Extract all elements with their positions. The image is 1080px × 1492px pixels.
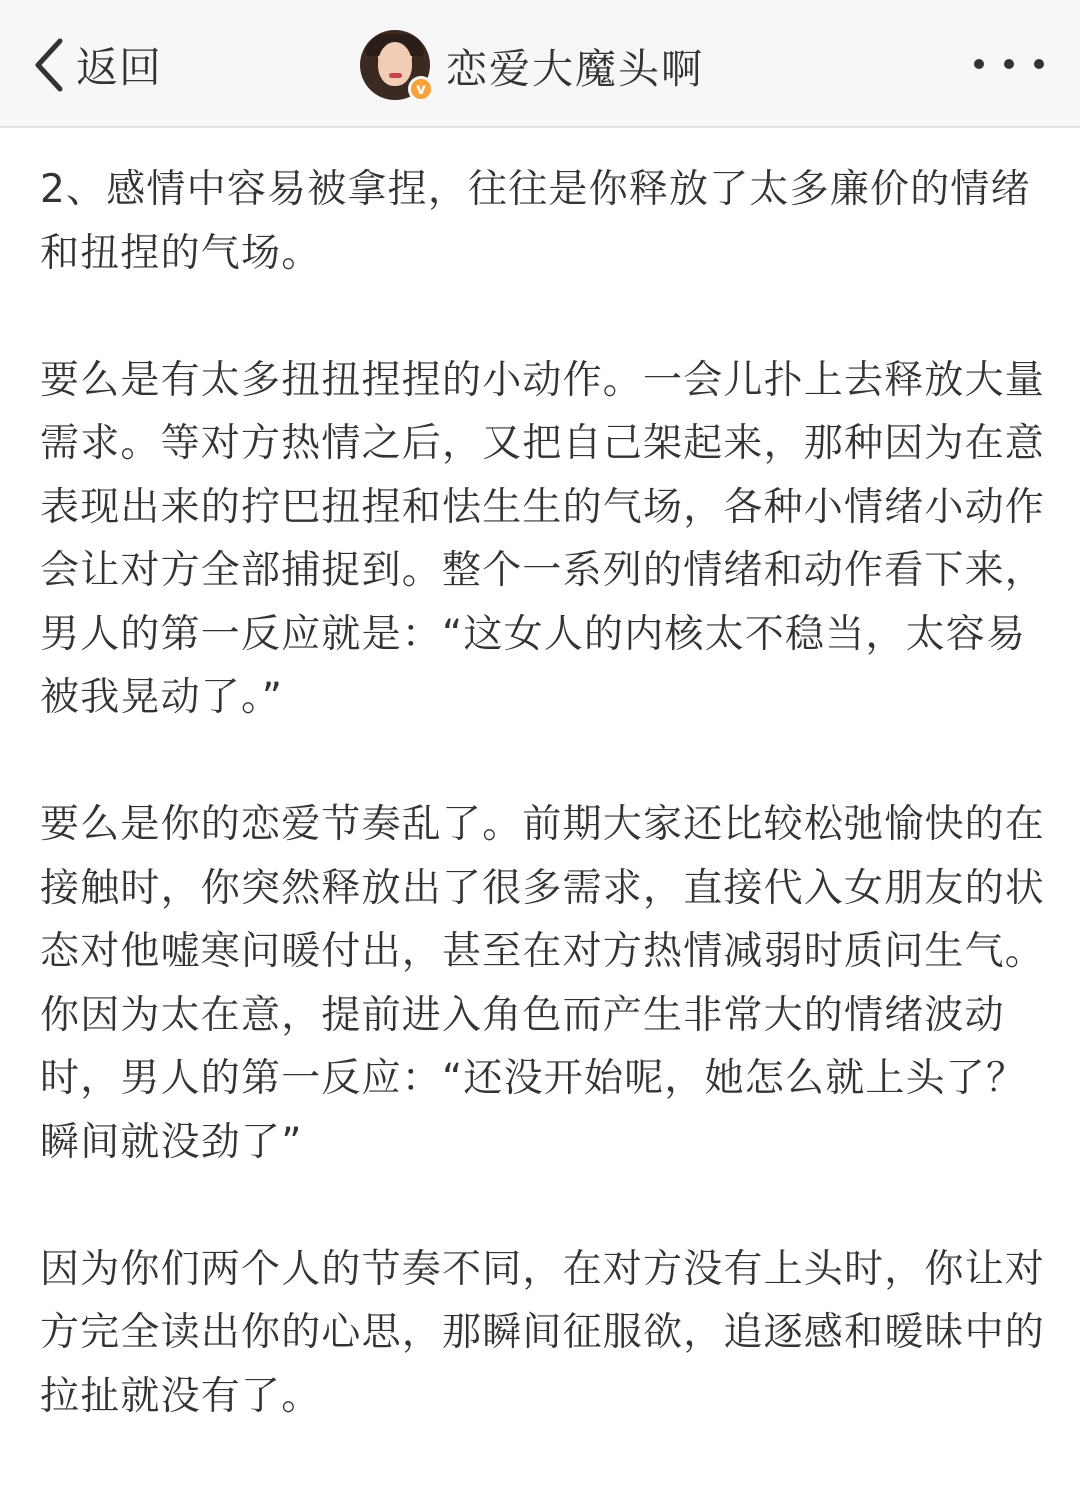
user-name: 恋爱大魔头啊 <box>446 44 704 93</box>
post-paragraph: 因为你们两个人的节奏不同，在对方没有上头时，你让对方完全读出你的心思，那瞬间征服欲，追逐感和暧昧中的拉扯就没有了。 <box>40 1246 1046 1419</box>
user-header[interactable] <box>360 28 704 102</box>
back-button[interactable] <box>30 30 162 100</box>
more-options-icon[interactable] <box>974 52 1044 76</box>
navigation-bar <box>0 0 1080 128</box>
verified-badge-icon: v <box>408 76 434 102</box>
back-label: 返回 <box>76 43 163 92</box>
post-paragraph: 2、感情中容易被拿捏，往往是你释放了太多廉价的情绪和扭捏的气场。 <box>40 167 1031 276</box>
chevron-left-icon <box>30 35 68 95</box>
post-paragraph: 要么是你的恋爱节奏乱了。前期大家还比较松弛愉快的在接触时，你突然释放出了很多需求，直接代入女朋友的状态对他嘘寒问暖付出，甚至在对方热情减弱时质问生气。你因为太在意，提前进入角色而产生非常大的情绪波动时，男人的第一反应：“还没开始呢，她怎么就上头了？瞬间就没劲了” <box>40 802 1046 1165</box>
post-paragraph: 要么是有太多扭扭捏捏的小动作。一会儿扑上去释放大量需求。等对方热情之后，又把自己架起来，那种因为在意表现出来的拧巴扭捏和怯生生的气场，各种小情绪小动作会让对方全部捕捉到。整个一系列的情绪和动作看下来，男人的第一反应就是：“这女人的内核太不稳当，太容易被我晃动了。” <box>40 357 1046 720</box>
avatar[interactable] <box>360 30 430 100</box>
post-content <box>40 158 1050 1492</box>
